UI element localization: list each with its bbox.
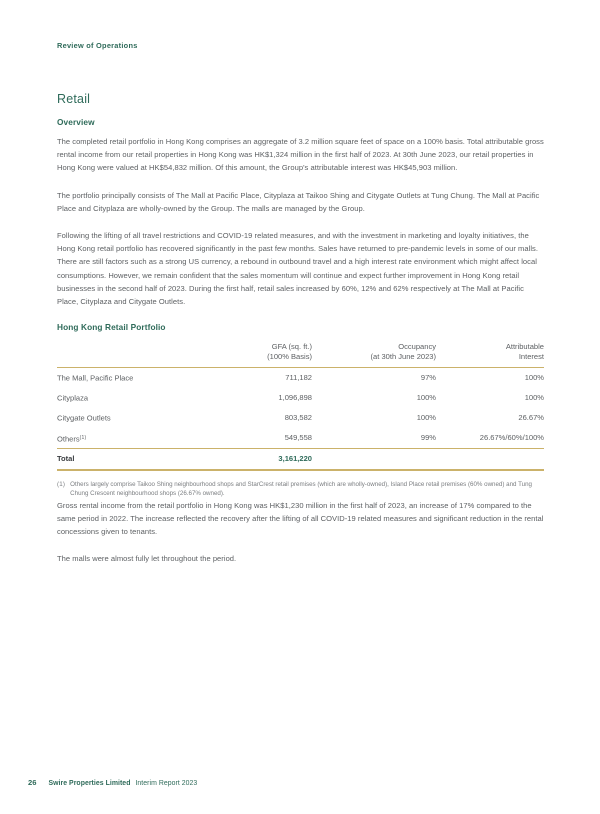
column-header-occupancy-line1: Occupancy <box>398 342 436 352</box>
column-header-occupancy-line2: (at 30th June 2023) <box>370 352 436 362</box>
column-header-gfa <box>180 342 312 367</box>
cell-gfa: 803,582 <box>284 413 312 423</box>
cell-attributable: 100% <box>524 392 544 402</box>
cell-occupancy: 97% <box>420 372 436 382</box>
footnote-marker-label: (1) <box>57 480 66 488</box>
table-row <box>57 408 544 428</box>
column-header-occupancy <box>312 342 436 367</box>
running-head: Review of Operations <box>57 41 138 50</box>
cell-total-occupancy <box>312 449 436 470</box>
paragraph-overview-3: Following the lifting of all travel restrictions and COVID-19 related measures, and with the investment in marketing and loyalty initiatives, the Hong Kong retail portfolio has recovered significantly in the past few months. Sales have returned to pre-pandemic levels in some of our malls. There are still factors such as a strong US currency, a rebound in outbound travel and a high interest rate environment which might affect local consumptions. However, we remain confident that the sales momentum will continue and expect further improvement in Hong Kong retail businesses in the second half of 2023. During the first half, retail sales increased by 60%, 12% and 62% respectively at The Mall at Pacific Place, Cityplaza and Citygate Outlets. <box>57 231 538 307</box>
column-header-attributable <box>436 342 544 367</box>
footer-company-name: Swire Properties Limited <box>48 780 131 787</box>
property-name-text: Others <box>57 434 80 444</box>
cell-property-name <box>57 367 180 388</box>
column-header-gfa-line1: GFA (sq. ft.) <box>271 342 312 352</box>
content-column <box>57 92 544 566</box>
column-header-gfa-line2: (100% Basis) <box>267 352 312 362</box>
cell-gfa: 1,096,898 <box>278 392 312 402</box>
cell-total-label: Total <box>57 449 180 470</box>
property-name-text: The Mall, Pacific Place <box>57 373 134 383</box>
cell-gfa: 711,182 <box>285 372 312 382</box>
footer-report-name: Interim Report 2023 <box>135 780 198 787</box>
paragraph-overview-2: The portfolio principally consists of The Mall at Pacific Place, Cityplaza at Taikoo Shing and Citygate Outlets at Tung Chung. The Mall at Pacific Place and Cityplaza are wholly-owned by the Group. The malls are managed by the Group. <box>57 190 540 213</box>
cell-property-name <box>57 388 180 408</box>
paragraph-overview-1: The completed retail portfolio in Hong Kong comprises an aggregate of 3.2 million square feet of space on a 100% basis. Total attributable gross rental income from our retail properties in Hong Kong was HK$1,324 million in the first half of 2023. At 30th June 2023, our retail properties in Hong Kong were valued at HK$54,832 million. Of this amount, the Group's attributable interest was HK$45,903 million. <box>57 137 544 173</box>
page-title: Retail <box>57 92 91 106</box>
cell-attributable: 100% <box>524 372 544 382</box>
paragraph-rental-income: Gross rental income from the retail portfolio in Hong Kong was HK$1,230 million in the first half of 2023, an increase of 17% compared to the same period in 2022. The increase reflected the recovery after the lifting of all COVID-19 related measures and significant reduction in the rental concessions given to tenants. <box>57 500 544 537</box>
cell-occupancy: 100% <box>416 413 436 423</box>
hong-kong-retail-portfolio-table <box>57 342 544 470</box>
column-header-attributable-line2: Interest <box>518 352 544 362</box>
cell-property-name <box>57 428 180 449</box>
cell-attributable: 26.67% <box>518 413 544 423</box>
footnote-marker: (1) <box>79 434 87 441</box>
table-row <box>57 388 544 408</box>
footer-page-number: 26 <box>28 778 37 787</box>
table-body <box>57 367 544 469</box>
cell-property-name <box>57 408 180 428</box>
table-footnote <box>57 480 544 499</box>
table-title: Hong Kong Retail Portfolio <box>57 322 166 333</box>
cell-total-attributable <box>436 449 544 470</box>
property-name-text: Cityplaza <box>57 393 89 403</box>
footnote-text: Others largely comprise Taikoo Shing neighbourhood shops and StarCrest retail premises (which are wholly-owned), Island Place retail premises (60% owned) and Tung Chung Crescent neighbourhood shops (26.67% owned). <box>70 480 532 498</box>
table-header-row <box>57 342 544 367</box>
table-total-row <box>57 449 544 470</box>
cell-occupancy: 100% <box>416 392 436 402</box>
property-name-text: Citygate Outlets <box>57 413 111 423</box>
column-header-property <box>57 342 180 367</box>
table-row <box>57 367 544 388</box>
table-row <box>57 428 544 449</box>
cell-occupancy: 99% <box>420 433 436 443</box>
cell-attributable: 26.67%/60%/100% <box>479 433 544 443</box>
cell-gfa: 549,558 <box>284 433 312 443</box>
page-footer <box>28 778 197 787</box>
column-header-attributable-line1: Attributable <box>505 342 544 352</box>
paragraph-occupancy-note: The malls were almost fully let throughout the period. <box>57 554 237 564</box>
cell-total-gfa: 3,161,220 <box>180 449 312 470</box>
overview-subheading: Overview <box>57 117 95 127</box>
